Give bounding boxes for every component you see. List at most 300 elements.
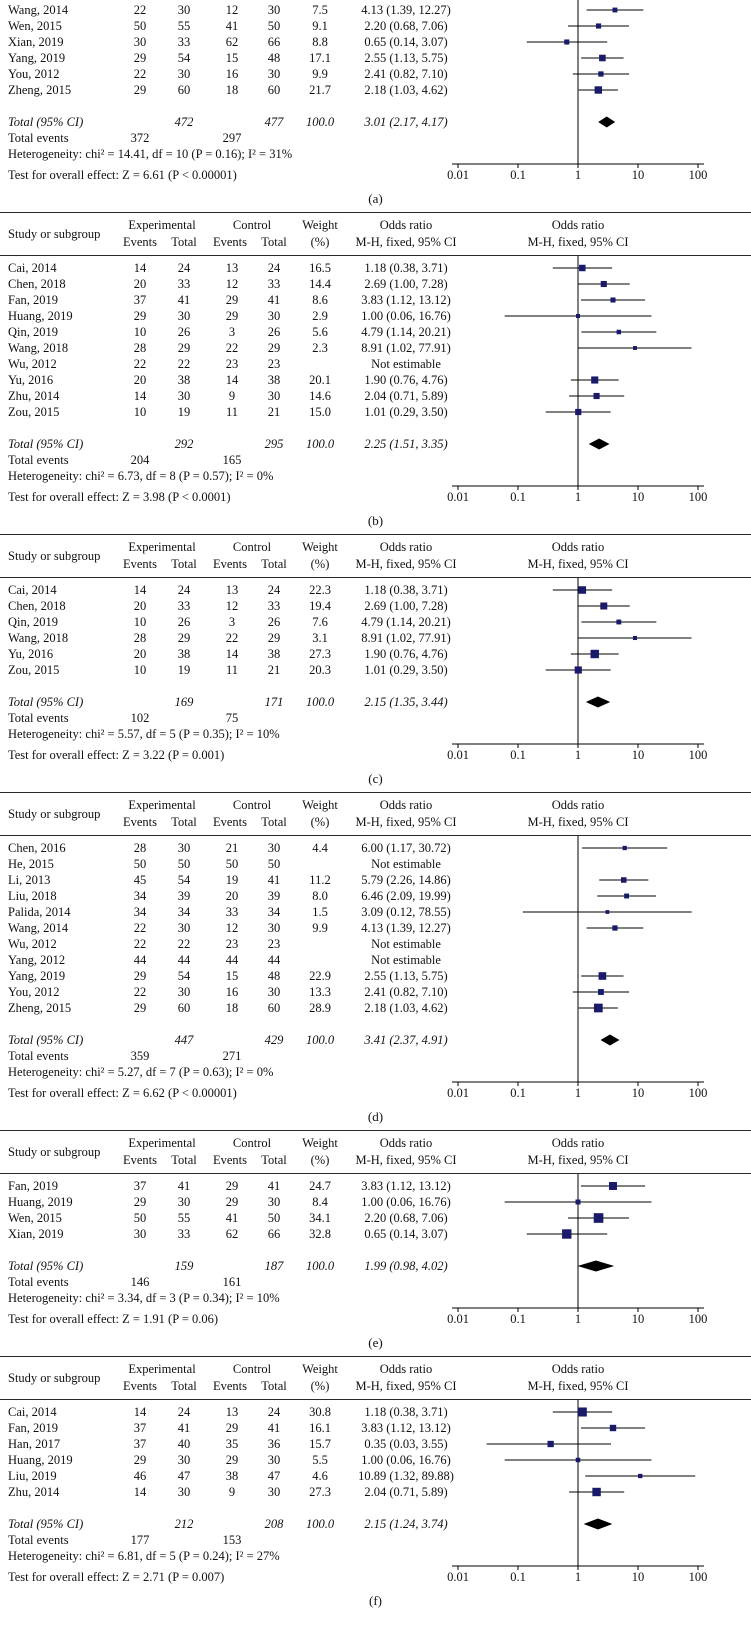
study-or-text: 10.89 (1.32, 89.88) (358, 1469, 454, 1483)
study-c-total: 30 (267, 1485, 281, 1499)
header-experimental: Experimental (128, 218, 196, 232)
header-study: Study or subgroup (8, 226, 101, 241)
header-exp-total: Total (171, 1153, 197, 1167)
study-c-events: 22 (225, 341, 239, 355)
study-study: Palida, 2014 (8, 905, 71, 919)
header-ctrl-total: Total (261, 557, 287, 571)
study-c-total: 21 (267, 663, 281, 677)
study-marker (579, 86, 618, 93)
header-exp-events: Events (122, 557, 158, 571)
heterogeneity-text: Heterogeneity: chi² = 6.81, df = 5 (P = 0.24); I² = 27% (8, 1549, 280, 1563)
study-e-events: 29 (133, 51, 147, 65)
overall-effect-text: Test for overall effect: Z = 6.61 (P < 0.00001) (8, 168, 237, 182)
or-square (595, 86, 602, 93)
study-marker (581, 972, 623, 980)
header-odds-ratio-text: Odds ratio (379, 1362, 433, 1376)
study-marker (582, 846, 667, 850)
header-exp-events: Events (122, 1379, 158, 1393)
study-marker (546, 666, 611, 673)
study-c-events: 35 (225, 1437, 239, 1451)
study-e-total: 29 (177, 631, 191, 645)
header-study: Study or subgroup (8, 1144, 101, 1159)
or-square (633, 636, 637, 640)
study-e-events: 37 (133, 293, 147, 307)
header-control: Control (232, 540, 272, 554)
study-weight: 8.4 (312, 1195, 328, 1209)
header-odds-ratio-plot: Odds ratio (551, 540, 605, 554)
axis-tick-label: 0.01 (447, 748, 469, 762)
panel-caption: (f) (369, 1593, 382, 1608)
study-e-events: 14 (133, 261, 147, 275)
panel-body (0, 1130, 751, 1330)
study-e-events: 10 (133, 663, 147, 677)
study-study: Qin, 2019 (8, 615, 58, 629)
overall-effect-text: Test for overall effect: Z = 6.62 (P < 0.00001) (8, 1086, 237, 1100)
total-ctrl-total: 208 (264, 1517, 284, 1531)
header-study: Study or subgroup (8, 548, 101, 563)
study-e-events: 22 (133, 3, 147, 17)
study-e-total: 60 (177, 1001, 191, 1015)
heterogeneity-text: Heterogeneity: chi² = 14.41, df = 10 (P = 0.16); I² = 31% (8, 147, 293, 161)
study-e-events: 14 (133, 1485, 147, 1499)
study-weight: 11.2 (309, 873, 331, 887)
study-study: Yang, 2019 (8, 51, 66, 65)
study-marker (505, 1458, 652, 1462)
study-e-total: 41 (177, 1421, 191, 1435)
study-marker (587, 8, 644, 13)
study-c-total: 26 (267, 615, 281, 629)
study-study: Zheng, 2015 (8, 83, 72, 97)
study-marker (487, 1441, 611, 1447)
study-marker (553, 1407, 612, 1416)
or-square (598, 71, 603, 76)
heterogeneity-text: Heterogeneity: chi² = 5.27, df = 7 (P = 0.63); I² = 0% (8, 1065, 274, 1079)
or-square (575, 409, 581, 415)
total-or-ci: 2.25 (1.51, 3.35) (364, 437, 448, 451)
study-c-events: 9 (228, 389, 236, 403)
study-weight: 16.1 (309, 1421, 331, 1435)
study-weight: 20.3 (309, 663, 331, 677)
total-events-experimental: 146 (130, 1275, 150, 1289)
rule-header (0, 255, 751, 256)
total-exp-total: 169 (174, 695, 194, 709)
study-marker (585, 1474, 695, 1478)
study-study: Yu, 2016 (8, 647, 54, 661)
study-c-events: 14 (225, 647, 239, 661)
study-study: You, 2012 (8, 985, 60, 999)
study-e-total: 22 (177, 937, 191, 951)
total-events-label: Total events (8, 1049, 69, 1063)
study-weight: 4.6 (312, 1469, 328, 1483)
axis-tick-label: 1 (574, 1312, 582, 1326)
or-square (596, 23, 601, 28)
study-e-events: 22 (133, 357, 147, 371)
study-study: Yang, 2019 (8, 969, 66, 983)
study-or-text: 2.69 (1.00, 7.28) (364, 277, 448, 291)
or-square (633, 346, 637, 350)
study-or-text: 1.18 (0.38, 3.71) (364, 583, 448, 597)
header-exp-total: Total (171, 1379, 197, 1393)
study-study: Xian, 2019 (8, 1227, 64, 1241)
axis-tick-label: 100 (688, 1312, 708, 1326)
header-ctrl-events: Events (212, 557, 248, 571)
study-or-text: 2.41 (0.82, 7.10) (364, 67, 448, 81)
study-e-total: 55 (177, 1211, 191, 1225)
or-square (599, 55, 606, 62)
header-odds-ratio-text: Odds ratio (379, 218, 433, 232)
study-c-events: 38 (225, 1469, 239, 1483)
study-study: Xian, 2019 (8, 35, 64, 49)
study-e-total: 60 (177, 83, 191, 97)
study-study: Wu, 2012 (8, 357, 57, 371)
overall-effect-text: Test for overall effect: Z = 3.22 (P = 0.001) (8, 748, 225, 762)
study-c-events: 9 (228, 1485, 236, 1499)
study-e-total: 33 (177, 1227, 191, 1241)
total-weight: 100.0 (305, 695, 335, 709)
study-c-events: 21 (225, 841, 239, 855)
study-weight: 34.1 (309, 1211, 331, 1225)
study-c-total: 30 (267, 985, 281, 999)
study-or-text: Not estimable (371, 357, 441, 371)
or-square (575, 666, 582, 673)
total-events-control: 153 (222, 1533, 242, 1547)
header-odds-ratio-plot: Odds ratio (551, 218, 605, 232)
total-ctrl-total: 187 (264, 1259, 284, 1273)
study-e-total: 54 (177, 51, 191, 65)
study-c-total: 34 (267, 905, 281, 919)
study-marker (573, 71, 629, 76)
study-or-text: 2.69 (1.00, 7.28) (364, 599, 448, 613)
study-e-events: 28 (133, 341, 147, 355)
header-weight-unit: (%) (310, 557, 330, 571)
study-e-total: 30 (177, 985, 191, 999)
study-e-total: 44 (177, 953, 191, 967)
study-marker (581, 1425, 645, 1431)
study-or-text: Not estimable (371, 953, 441, 967)
study-c-total: 66 (267, 1227, 281, 1241)
study-or-text: Not estimable (371, 937, 441, 951)
study-weight: 5.6 (312, 325, 328, 339)
study-e-total: 55 (177, 19, 191, 33)
study-c-total: 41 (267, 293, 281, 307)
study-c-total: 33 (267, 277, 281, 291)
axis-tick-label: 10 (631, 1570, 645, 1584)
study-study: Zheng, 2015 (8, 1001, 72, 1015)
study-e-events: 37 (133, 1421, 147, 1435)
study-weight: 1.5 (312, 905, 328, 919)
study-c-total: 48 (267, 51, 281, 65)
study-c-events: 15 (225, 51, 239, 65)
study-c-events: 23 (225, 937, 239, 951)
study-e-total: 40 (177, 1437, 191, 1451)
study-or-text: 4.13 (1.39, 12.27) (361, 921, 451, 935)
study-study: Wu, 2012 (8, 937, 57, 951)
or-square (576, 314, 580, 318)
study-c-events: 29 (225, 293, 239, 307)
axis-tick-label: 0.1 (510, 1086, 526, 1100)
study-c-total: 39 (267, 889, 281, 903)
study-c-events: 19 (225, 873, 239, 887)
total-label: Total (95% CI) (8, 1259, 84, 1273)
study-or-text: Not estimable (371, 857, 441, 871)
total-or-ci: 1.99 (0.98, 4.02) (364, 1259, 448, 1273)
study-weight: 32.8 (309, 1227, 331, 1241)
or-square (575, 1199, 580, 1204)
header-exp-total: Total (171, 235, 197, 249)
or-square (578, 1407, 587, 1416)
or-square (594, 1213, 604, 1223)
or-square (598, 989, 604, 995)
study-e-events: 14 (133, 389, 147, 403)
study-c-events: 18 (225, 83, 239, 97)
study-or-text: 1.18 (0.38, 3.71) (364, 1405, 448, 1419)
header-exp-events: Events (122, 1153, 158, 1167)
study-e-events: 14 (133, 1405, 147, 1419)
total-label: Total (95% CI) (8, 695, 84, 709)
study-study: Cai, 2014 (8, 261, 57, 275)
header-ctrl-total: Total (261, 1379, 287, 1393)
or-square (624, 894, 629, 899)
study-weight: 9.9 (312, 921, 328, 935)
or-square (547, 1441, 553, 1447)
study-weight: 2.9 (312, 309, 328, 323)
header-or-method-plot: M-H, fixed, 95% CI (527, 1379, 629, 1393)
total-or-ci: 2.15 (1.24, 3.74) (364, 1517, 448, 1531)
axis-tick-label: 0.1 (510, 1570, 526, 1584)
axis-tick-label: 0.01 (447, 1312, 469, 1326)
study-c-total: 30 (267, 389, 281, 403)
header-study: Study or subgroup (8, 806, 101, 821)
axis-tick-label: 10 (631, 748, 645, 762)
study-e-events: 20 (133, 373, 147, 387)
study-weight: 15.7 (309, 1437, 331, 1451)
study-weight: 7.5 (312, 3, 328, 17)
study-or-text: 8.91 (1.02, 77.91) (361, 341, 451, 355)
forest-panel-f (0, 1356, 751, 1614)
study-c-total: 48 (267, 969, 281, 983)
header-weight: Weight (302, 540, 338, 554)
study-weight: 14.4 (309, 277, 331, 291)
axis-tick-label: 100 (688, 1086, 708, 1100)
study-or-text: 2.41 (0.82, 7.10) (364, 985, 448, 999)
study-study: Fan, 2019 (8, 1179, 58, 1193)
study-e-total: 30 (177, 841, 191, 855)
study-weight: 17.1 (309, 51, 331, 65)
header-weight: Weight (302, 1136, 338, 1150)
study-c-total: 24 (267, 1405, 281, 1419)
total-ctrl-total: 477 (264, 115, 284, 129)
axis-tick-label: 0.01 (447, 168, 469, 182)
study-or-text: 1.90 (0.76, 4.76) (364, 373, 448, 387)
study-study: Huang, 2019 (8, 1195, 73, 1209)
header-ctrl-events: Events (212, 815, 248, 829)
study-e-total: 41 (177, 293, 191, 307)
study-or-text: 8.91 (1.02, 77.91) (361, 631, 451, 645)
header-or-method-plot: M-H, fixed, 95% CI (527, 235, 629, 249)
overall-effect-text: Test for overall effect: Z = 3.98 (P < 0.0001) (8, 490, 231, 504)
study-c-total: 30 (267, 309, 281, 323)
study-weight: 8.8 (312, 35, 328, 49)
study-c-total: 66 (267, 35, 281, 49)
study-or-text: 6.00 (1.17, 30.72) (361, 841, 451, 855)
study-e-total: 24 (177, 1405, 191, 1419)
header-control: Control (232, 798, 272, 812)
study-study: Qin, 2019 (8, 325, 58, 339)
study-or-text: 0.65 (0.14, 3.07) (364, 1227, 448, 1241)
study-e-total: 30 (177, 921, 191, 935)
total-exp-total: 212 (174, 1517, 194, 1531)
heterogeneity-text: Heterogeneity: chi² = 5.57, df = 5 (P = 0.35); I² = 10% (8, 727, 280, 741)
study-e-total: 24 (177, 583, 191, 597)
heterogeneity-text: Heterogeneity: chi² = 6.73, df = 8 (P = 0.57); I² = 0% (8, 469, 274, 483)
study-weight: 4.4 (312, 841, 328, 855)
study-study: Fan, 2019 (8, 1421, 58, 1435)
study-weight: 24.7 (309, 1179, 331, 1193)
total-label: Total (95% CI) (8, 115, 84, 129)
total-weight: 100.0 (305, 1517, 335, 1531)
or-square (616, 620, 621, 625)
study-weight: 21.7 (309, 83, 331, 97)
study-or-text: 1.18 (0.38, 3.71) (364, 261, 448, 275)
study-c-events: 12 (225, 3, 239, 17)
study-study: Chen, 2018 (8, 599, 66, 613)
study-e-total: 54 (177, 873, 191, 887)
study-c-total: 38 (267, 373, 281, 387)
study-e-total: 19 (177, 663, 191, 677)
total-events-label: Total events (8, 1275, 69, 1289)
header-weight: Weight (302, 1362, 338, 1376)
axis-tick-label: 0.01 (447, 1570, 469, 1584)
study-c-events: 23 (225, 357, 239, 371)
study-e-total: 38 (177, 647, 191, 661)
or-square (594, 393, 600, 399)
total-events-control: 75 (225, 711, 239, 725)
total-label: Total (95% CI) (8, 437, 84, 451)
study-e-events: 34 (133, 905, 147, 919)
study-e-total: 30 (177, 1195, 191, 1209)
study-e-events: 29 (133, 309, 147, 323)
study-weight: 22.9 (309, 969, 331, 983)
study-or-text: 4.79 (1.14, 20.21) (361, 615, 451, 629)
axis-tick-label: 100 (688, 490, 708, 504)
summary-diamond (577, 1261, 614, 1272)
or-square (591, 650, 599, 658)
total-events-control: 271 (222, 1049, 242, 1063)
summary-diamond (586, 697, 610, 708)
study-or-text: 0.65 (0.14, 3.07) (364, 35, 448, 49)
total-ctrl-total: 429 (264, 1033, 284, 1047)
axis-tick-label: 1 (574, 1570, 582, 1584)
study-weight: 8.0 (312, 889, 328, 903)
study-c-total: 30 (267, 1453, 281, 1467)
study-c-total: 41 (267, 1421, 281, 1435)
study-study: Wang, 2014 (8, 3, 69, 17)
forest-panel-e (0, 1130, 751, 1356)
study-c-total: 29 (267, 341, 281, 355)
study-e-events: 20 (133, 599, 147, 613)
study-study: Chen, 2018 (8, 277, 66, 291)
study-marker (581, 1182, 645, 1190)
study-e-events: 50 (133, 857, 147, 871)
study-or-text: 5.79 (2.26, 14.86) (361, 873, 451, 887)
or-square (612, 925, 617, 930)
header-weight-unit: (%) (310, 1153, 330, 1167)
axis-tick-label: 100 (688, 748, 708, 762)
total-events-control: 161 (222, 1275, 242, 1289)
axis-tick-label: 1 (574, 490, 582, 504)
or-square (594, 1004, 603, 1013)
study-or-text: 2.18 (1.03, 4.62) (364, 83, 448, 97)
header-odds-ratio-plot: Odds ratio (551, 798, 605, 812)
header-odds-ratio-text: Odds ratio (379, 1136, 433, 1150)
study-weight: 5.5 (312, 1453, 328, 1467)
study-or-text: 3.83 (1.12, 13.12) (361, 293, 451, 307)
study-e-events: 30 (133, 1227, 147, 1241)
study-e-events: 44 (133, 953, 147, 967)
axis-tick-label: 10 (631, 1086, 645, 1100)
study-c-events: 3 (228, 615, 236, 629)
header-ctrl-total: Total (261, 815, 287, 829)
study-marker (527, 39, 607, 44)
study-e-events: 50 (133, 1211, 147, 1225)
study-marker (579, 346, 692, 350)
study-marker (523, 910, 692, 914)
study-e-events: 22 (133, 921, 147, 935)
study-e-total: 30 (177, 1485, 191, 1499)
study-c-total: 29 (267, 631, 281, 645)
header-experimental: Experimental (128, 1362, 196, 1376)
study-study: Wang, 2018 (8, 341, 69, 355)
or-square (623, 846, 627, 850)
study-study: Wen, 2015 (8, 1211, 62, 1225)
study-marker (553, 265, 612, 271)
header-control: Control (232, 1362, 272, 1376)
study-study: Zhu, 2014 (8, 1485, 60, 1499)
rule-header (0, 577, 751, 578)
total-events-experimental: 102 (130, 711, 150, 725)
or-square (638, 1474, 642, 1478)
study-e-total: 30 (177, 67, 191, 81)
study-or-text: 1.01 (0.29, 3.50) (364, 405, 448, 419)
study-weight: 20.1 (309, 373, 331, 387)
study-c-events: 12 (225, 599, 239, 613)
study-c-events: 16 (225, 67, 239, 81)
header-weight-unit: (%) (310, 235, 330, 249)
or-square (599, 972, 607, 980)
study-marker (597, 894, 656, 899)
study-c-total: 23 (267, 937, 281, 951)
study-c-events: 18 (225, 1001, 239, 1015)
study-marker (581, 297, 645, 302)
header-ctrl-events: Events (212, 1153, 248, 1167)
study-weight: 30.8 (309, 1405, 331, 1419)
total-events-label: Total events (8, 453, 69, 467)
axis-tick-label: 10 (631, 168, 645, 182)
total-exp-total: 159 (174, 1259, 194, 1273)
panel-caption: (c) (368, 771, 383, 786)
study-c-events: 13 (225, 261, 239, 275)
forest-panel-a (0, 0, 751, 212)
rule-header (0, 835, 751, 836)
total-ctrl-total: 171 (264, 695, 284, 709)
summary-diamond (598, 117, 615, 128)
study-or-text: 1.00 (0.06, 16.76) (361, 1195, 451, 1209)
forest-panel-b (0, 212, 751, 534)
study-e-total: 41 (177, 1179, 191, 1193)
header-experimental: Experimental (128, 798, 196, 812)
study-e-total: 29 (177, 341, 191, 355)
study-e-events: 22 (133, 937, 147, 951)
